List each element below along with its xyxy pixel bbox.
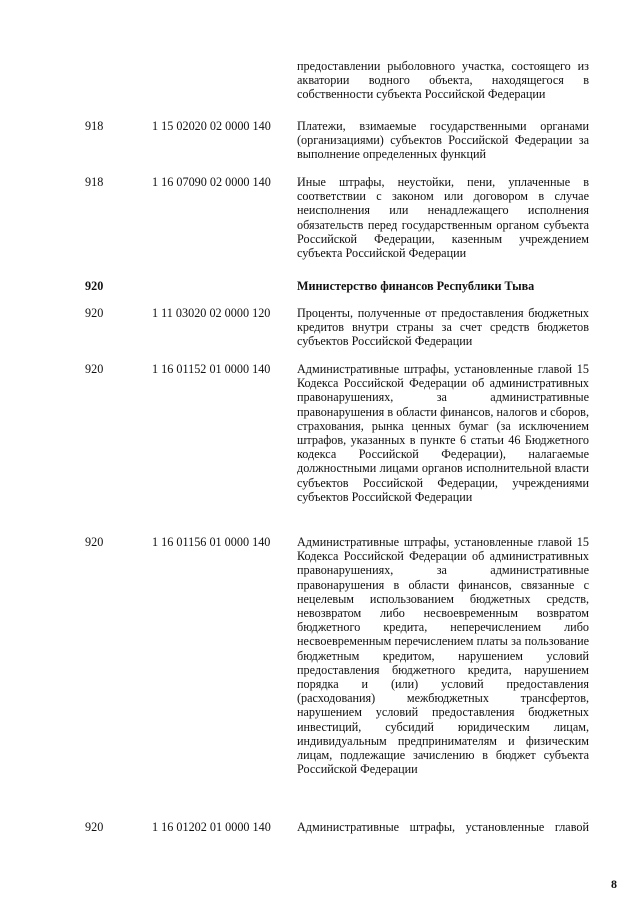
budget-code: 1 11 03020 02 0000 120 <box>152 306 271 320</box>
section-title: Министерство финансов Республики Тыва <box>297 279 535 293</box>
budget-code: 1 16 01156 01 0000 140 <box>152 535 271 549</box>
description: предоставлении рыболовного участка, состоящего из акватории водного объекта, находящегося в собственности субъекта Российской Федерации <box>297 59 589 102</box>
budget-code: 1 16 07090 02 0000 140 <box>152 175 271 189</box>
description: Иные штрафы, неустойки, пени, уплаченные в соответствии с законом или договором в случае неисполнения или ненадлежащего исполнения обязательств перед государственным органом субъекта Российской Федерации, казенным учреждением субъекта Российской Федерации <box>297 175 589 261</box>
description: Административные штрафы, установленные главой 15 Кодекса Российской Федерации об административных правонарушениях, за административные правонарушения в области финансов, связанные с нецелевым использованием бюджетных средств, невозвратом либо несвоевременным возвратом бюджетного кредита, неперечислением либо несвоевременным перечислением платы за пользование бюджетным кредитом, нарушением условий предоставления бюджетного кредита, нарушением порядка и (или) условий предоставления (расходования) межбюджетных трансфертов, нарушением условий предоставления бюджетных инвестиций, субсидий юридическим лицам, индивидуальным предпринимателям и физическим лицам, подлежащие зачислению в бюджет субъекта Российской Федерации <box>297 535 589 777</box>
admin-code: 918 <box>85 175 104 189</box>
budget-code: 1 15 02020 02 0000 140 <box>152 119 271 133</box>
admin-code: 920 <box>85 820 104 834</box>
admin-code: 920 <box>85 279 104 293</box>
budget-code: 1 16 01202 01 0000 140 <box>152 820 271 834</box>
admin-code: 918 <box>85 119 104 133</box>
admin-code: 920 <box>85 362 104 376</box>
description: Административные штрафы, установленные главой 15 Кодекса Российской Федерации об административных правонарушениях, за административные правонарушения в области финансов, налогов и сборов, страхования, рынка ценных бумаг (за исключением штрафов, указанных в пункте 6 статьи 46 Бюджетного кодекса Российской Федерации), налагаемые должностными лицами органов исполнительной власти субъектов Российской Федерации, учреждениями субъектов Российской Федерации <box>297 362 589 504</box>
budget-code: 1 16 01152 01 0000 140 <box>152 362 271 376</box>
admin-code: 920 <box>85 306 104 320</box>
description: Административные штрафы, установленные главой <box>297 820 589 834</box>
admin-code: 920 <box>85 535 104 549</box>
description: Платежи, взимаемые государственными органами (организациями) субъектов Российской Федерации за выполнение определенных функций <box>297 119 589 162</box>
description: Проценты, полученные от предоставления бюджетных кредитов внутри страны за счет средств бюджетов субъектов Российской Федерации <box>297 306 589 349</box>
page-number: 8 <box>611 877 617 891</box>
